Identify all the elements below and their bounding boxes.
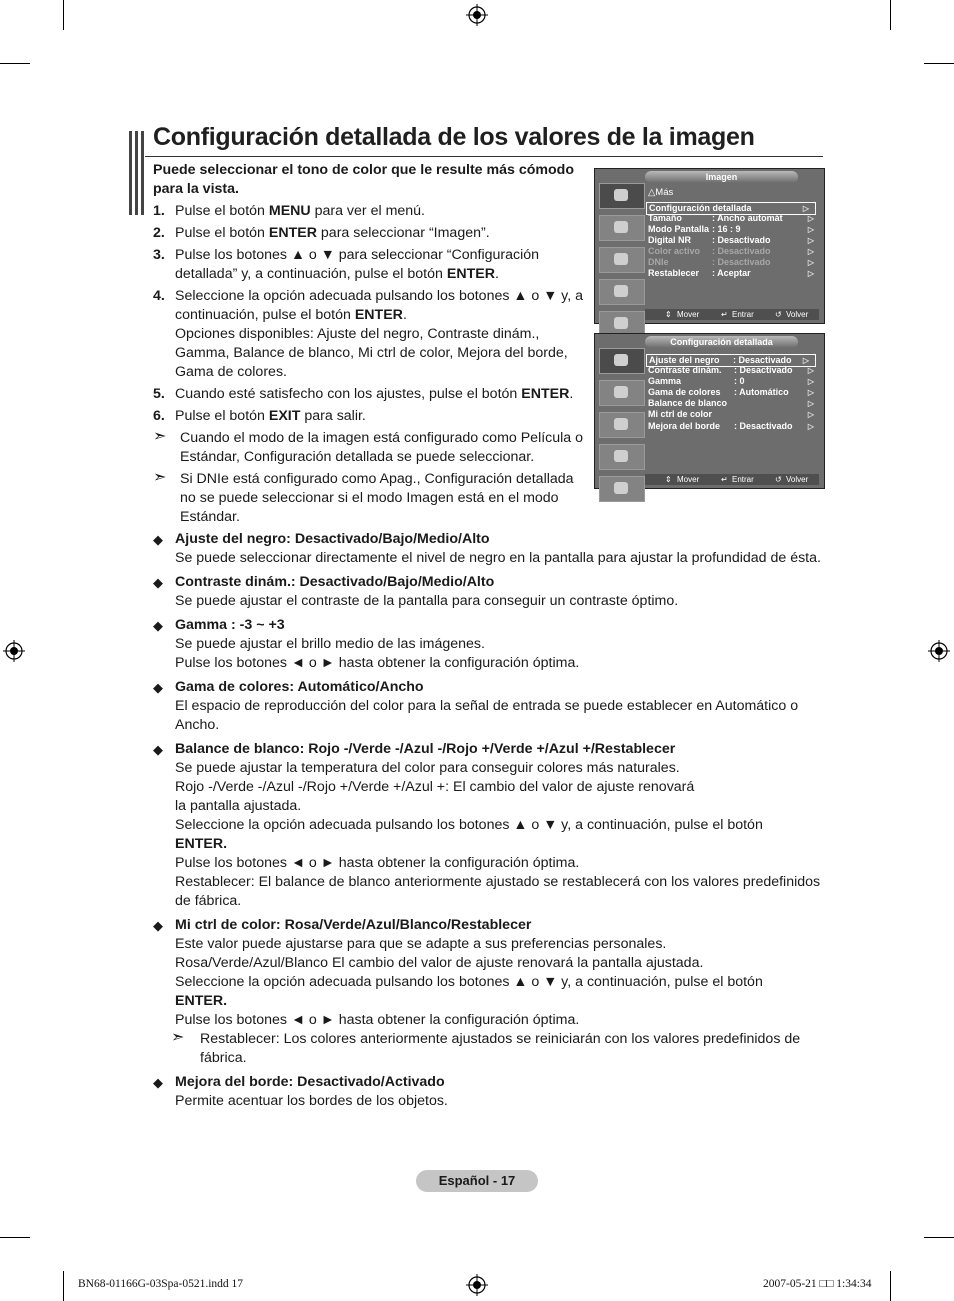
step-item: 3. Pulse los botones ▲ o ▼ para seleccionar “Configuración detallada” y, a continuación, pulse el botón ENTER. (153, 247, 540, 282)
osd-row: Gama de colores : Automático ▷ (648, 387, 814, 397)
crop-mark (63, 0, 64, 30)
step-item: 5. Cuando esté satisfecho con los ajustes, pulse el botón ENTER. (153, 386, 574, 402)
registration-mark-icon (466, 4, 488, 26)
osd-menu-setup-icon (599, 444, 645, 470)
osd-screen-imagen (594, 168, 825, 324)
crop-mark (924, 63, 954, 64)
osd-row: Restablecer : Aceptar ▷ (648, 268, 814, 278)
crop-mark (0, 63, 30, 64)
osd-menu-picture-icon (599, 183, 645, 209)
registration-mark-icon (3, 640, 25, 662)
diamond-bullet-icon: ◆ (153, 918, 163, 933)
osd-screen-configuracion (594, 333, 825, 489)
feature-item: ◆ Ajuste del negro: Desactivado/Bajo/Medio/Alto Se puede seleccionar directamente el nivel de negro en la pantalla para ajustar la profundidad de ésta. (153, 531, 821, 566)
diamond-bullet-icon: ◆ (153, 618, 163, 633)
crop-mark (890, 0, 891, 30)
osd-menu-sound-icon (599, 215, 645, 241)
note-arrow-icon: ➣ (171, 1029, 185, 1046)
steps-list (153, 202, 593, 530)
osd-menu-input-icon (599, 476, 645, 502)
osd-return-icon: ↺ (775, 475, 782, 484)
note-item: ➣ Cuando el modo de la imagen está configurado como Película o Estándar, Configuración detallada se puede seleccionar. (153, 428, 584, 465)
osd-menu-sound-icon (599, 380, 645, 406)
feature-item: ◆ Balance de blanco: Rojo -/Verde -/Azul -/Rojo +/Verde +/Azul +/Restablecer Se puede ajustar la temperatura del color para conseguir colores más naturales. Rojo -/Verde -/Azul -/Rojo +/Verde +/Azul +: El cambio del valor de ajuste renovará la pantalla ajustada. Seleccione la opción adecuada pulsando los botones ▲ o ▼ y, a continuación, pulse el botón ENTER. Pulse los botones ◄ o ► hasta obtener la configuración óptima. Restablecer: El balance de blanco anteriormente ajustado se restablecerá con los valores predefinidos de fábrica. (153, 741, 821, 909)
osd-row: Gamma : 0 ▷ (648, 376, 814, 386)
diamond-bullet-icon: ◆ (153, 575, 163, 590)
print-date-info: 2007-05-21 □□ 1:34:34 (763, 1278, 872, 1290)
crop-mark (924, 1237, 954, 1238)
osd-move-icon: ⇕ (665, 475, 672, 484)
osd-row: Configuración detallada ▷ (646, 202, 816, 215)
feature-list (153, 530, 833, 1116)
osd-more-label: △Más (648, 187, 674, 198)
note-item: ➣ Si DNIe está configurado como Apag., Configuración detallada no se puede seleccionar si el modo Imagen está en el modo Estándar. (153, 469, 574, 525)
page-title: Configuración detallada de los valores de la imagen (153, 123, 755, 151)
page-number-badge: Español - 17 (416, 1170, 538, 1192)
diamond-bullet-icon: ◆ (153, 1075, 163, 1090)
osd-menu-picture-icon (599, 348, 645, 374)
osd-row: Mi ctrl de color ▷ (648, 409, 814, 419)
osd-row: Digital NR : Desactivado ▷ (648, 235, 814, 245)
osd-menu-setup-icon (599, 279, 645, 305)
osd-main (645, 348, 819, 470)
feature-item: ◆ Mejora del borde: Desactivado/Activado Permite acentuar los bordes de los objetos. (153, 1074, 448, 1109)
osd-row: Ajuste del negro : Desactivado ▷ (646, 354, 816, 367)
note-arrow-icon: ➣ (153, 428, 167, 445)
osd-row: Contraste dinám. : Desactivado ▷ (648, 365, 814, 375)
crop-mark (63, 1271, 64, 1301)
step-item: 1. Pulse el botón MENU para ver el menú. (153, 203, 426, 219)
note-item: ➣ Restablecer: Los colores anteriormente ajustados se reiniciarán con los valores predefinidos de fábrica. (171, 1029, 801, 1066)
diamond-bullet-icon: ◆ (153, 742, 163, 757)
crop-mark (890, 1271, 891, 1301)
osd-footer: ⇕ Mover ↵ Entrar ↺ Volver (645, 309, 819, 320)
note-arrow-icon: ➣ (153, 469, 167, 486)
diamond-bullet-icon: ◆ (153, 680, 163, 695)
osd-row: DNIe : Desactivado ▷ (648, 257, 814, 267)
osd-footer: ⇕ Mover ↵ Entrar ↺ Volver (645, 474, 819, 485)
osd-enter-icon: ↵ (721, 310, 728, 319)
registration-mark-icon (928, 640, 950, 662)
osd-header: Configuración detallada (645, 336, 798, 348)
osd-row: Tamaño : Ancho automát ▷ (648, 213, 814, 223)
osd-header: Imagen (645, 171, 798, 183)
osd-sidebar (599, 348, 643, 508)
osd-row: Modo Pantalla : 16 : 9 ▷ (648, 224, 814, 234)
osd-menu-channel-icon (599, 247, 645, 273)
osd-move-icon: ⇕ (665, 310, 672, 319)
osd-row: Color activo : Desactivado ▷ (648, 246, 814, 256)
osd-return-icon: ↺ (775, 310, 782, 319)
osd-enter-icon: ↵ (721, 475, 728, 484)
step-item: 2. Pulse el botón ENTER para seleccionar “Imagen”. (153, 225, 490, 241)
feature-item: ◆ Gama de colores: Automático/Ancho El espacio de reproducción del color para la señal de entrada se puede establecer en Automático o Ancho. (153, 679, 799, 733)
feature-item: ◆ Gamma : -3 ~ +3 Se puede ajustar el brillo medio de las imágenes. Pulse los botones ◄ o ► hasta obtener la configuración óptima. (153, 617, 580, 671)
diamond-bullet-icon: ◆ (153, 532, 163, 547)
title-rule (145, 156, 823, 157)
intro-text: Puede seleccionar el tono de color que le resulte más cómodo para la vista. (153, 162, 575, 197)
osd-row: Mejora del borde : Desactivado ▷ (648, 421, 814, 431)
step-item: 4. Seleccione la opción adecuada pulsando los botones ▲ o ▼ y, a continuación, pulse el botón ENTER. Opciones disponibles: Ajuste del negro, Contraste dinám., Gamma, Balance de blanco, Mi ctrl de color, Mejora del borde, Gama de colores. (153, 288, 584, 380)
registration-mark-icon (466, 1274, 488, 1296)
osd-row: Balance de blanco ▷ (648, 398, 814, 408)
feature-item: ◆ Mi ctrl de color: Rosa/Verde/Azul/Blanco/Restablecer Este valor puede ajustarse para que se adapte a sus preferencias personales. Rosa/Verde/Azul/Blanco El cambio del valor de ajuste renovará la pantalla ajustada. Seleccione la opción adecuada pulsando los botones ▲ o ▼ y, a continuación, pulse el botón ENTER. Pulse los botones ◄ o ► hasta obtener la configuración óptima. ➣ Restablecer: Los colores anteriormente ajustados se reiniciarán con los valores predefinidos de fábrica. (153, 916, 833, 1068)
step-item: 6. Pulse el botón EXIT para salir. (153, 408, 366, 424)
print-file-info: BN68-01166G-03Spa-0521.indd 17 (78, 1278, 244, 1290)
osd-sidebar (599, 183, 643, 343)
feature-item: ◆ Contraste dinám.: Desactivado/Bajo/Medio/Alto Se puede ajustar el contraste de la pantalla para conseguir un contraste óptimo. (153, 574, 679, 609)
osd-menu-channel-icon (599, 412, 645, 438)
title-accent-bars (129, 131, 145, 215)
crop-mark (0, 1237, 30, 1238)
osd-main (645, 183, 819, 305)
